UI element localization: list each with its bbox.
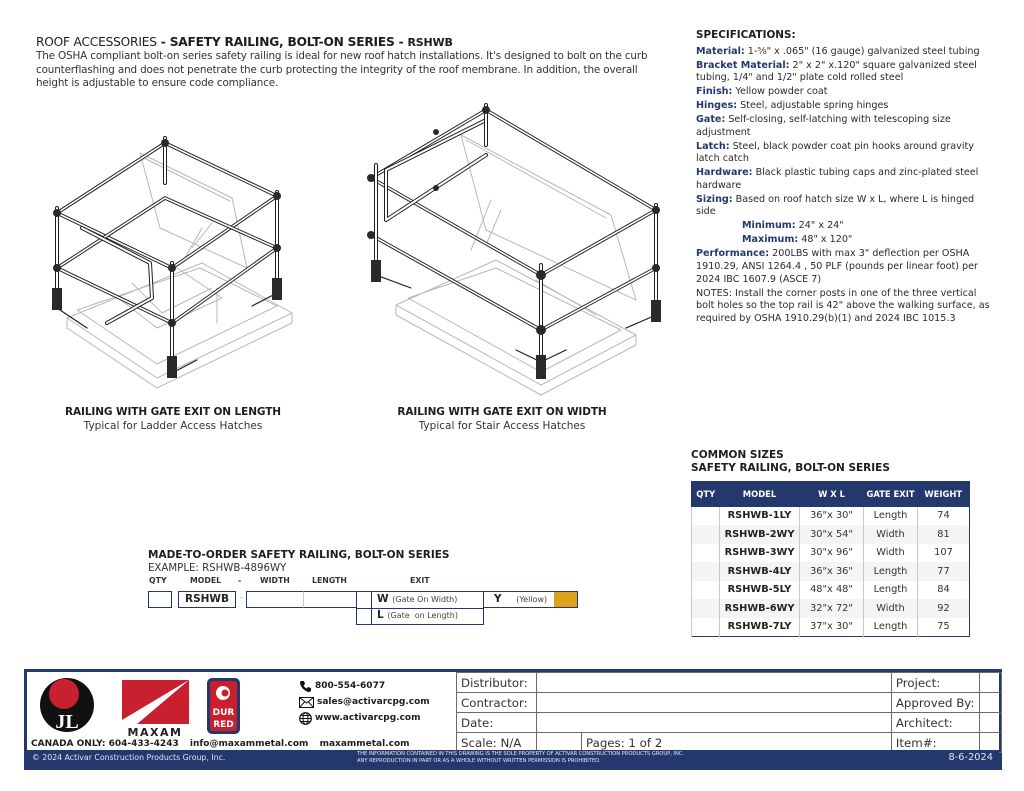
canada-contact: [31, 739, 418, 749]
mto-label-width: WIDTH: [260, 576, 290, 585]
size-cell: 37"x 30": [800, 618, 864, 637]
spec-value: Yellow powder coat: [732, 86, 828, 98]
spec-hardware: [696, 167, 996, 192]
qty-cell[interactable]: [692, 544, 720, 563]
footer-bar: [27, 750, 999, 767]
spec-key: Hinges:: [696, 100, 738, 112]
legal-line: THE INFORMATION CONTAINED IN THIS DRAWING IS THE SOLE PROPERTY OF ACTIVAR CONSTRUCTION PRODUCTS GROUP, INC.: [357, 751, 684, 757]
canada-email[interactable]: info@maxammetal.com: [189, 739, 309, 749]
model-cell: RSHWB-7LY: [720, 618, 800, 637]
mto-exit-w-option[interactable]: [377, 593, 457, 605]
distributor-field[interactable]: [537, 673, 892, 693]
size-cell: 48"x 48": [800, 581, 864, 600]
table-row: [692, 562, 970, 581]
table-row: [692, 525, 970, 544]
title-sep: -: [394, 35, 408, 49]
durred-logo: [207, 678, 240, 734]
mto-exit-l-code: L: [377, 609, 384, 621]
durred-logo-text: RED: [213, 720, 234, 730]
model-cell: RSHWB-3WY: [720, 544, 800, 563]
model-cell: RSHWB-2WY: [720, 525, 800, 544]
drawing-caption-length: [33, 405, 313, 433]
common-sizes-title-line: COMMON SIZES: [691, 449, 784, 461]
gate-exit-cell: Width: [864, 525, 918, 544]
spec-key: Hardware:: [696, 167, 753, 179]
gate-exit-cell: Width: [864, 544, 918, 563]
mto-label-length: LENGTH: [312, 576, 347, 585]
maxam-logo-text: MAXAM: [127, 726, 183, 738]
spec-sizing: [696, 194, 996, 219]
qty-cell[interactable]: [692, 525, 720, 544]
spec-key: Maximum:: [742, 234, 799, 246]
table-row: [692, 544, 970, 563]
gate-exit-cell: Width: [864, 599, 918, 618]
table-row: [692, 581, 970, 600]
model-cell: RSHWB-6WY: [720, 599, 800, 618]
table-row: [692, 618, 970, 637]
railing-gate-length-drawing: [52, 128, 312, 390]
spec-value: Self-closing, self-latching with telescoping size adjustment: [696, 114, 951, 138]
title-product: SAFETY RAILING, BOLT-ON SERIES: [169, 35, 395, 49]
qty-cell[interactable]: [692, 581, 720, 600]
size-cell: 30"x 96": [800, 544, 864, 563]
mto-model-field: [178, 591, 236, 608]
model-cell: RSHWB-1LY: [720, 507, 800, 526]
mto-label-exit: EXIT: [410, 576, 430, 585]
spec-latch: [696, 141, 996, 166]
size-cell: 30"x 54": [800, 525, 864, 544]
email-link[interactable]: sales@activarcpg.com: [317, 697, 430, 707]
architect-field[interactable]: [979, 713, 1001, 733]
spec-performance: [696, 248, 996, 286]
date-label: Date:: [457, 713, 537, 733]
contractor-field[interactable]: [537, 693, 892, 713]
spec-hinges: [696, 100, 996, 113]
project-field[interactable]: [979, 673, 1001, 693]
caption-title: RAILING WITH GATE EXIT ON LENGTH: [65, 406, 281, 418]
mto-model-value: RSHWB: [184, 593, 230, 605]
model-cell: RSHWB-5LY: [720, 581, 800, 600]
spec-key: Sizing:: [696, 193, 733, 205]
column-header-weight: WEIGHT: [918, 482, 970, 507]
title-block-form: [456, 672, 1002, 753]
caption-title: RAILING WITH GATE EXIT ON WIDTH: [397, 406, 607, 418]
title-sep: -: [156, 35, 170, 49]
maxam-logo: [122, 680, 189, 738]
spec-key: Performance:: [696, 248, 770, 260]
mto-exit-w-desc: (Gate On Width): [392, 595, 458, 604]
size-cell: 36"x 30": [800, 507, 864, 526]
mto-width-input[interactable]: [246, 591, 304, 608]
mto-label-qty: QTY: [149, 576, 167, 585]
mto-example: EXAMPLE: RSHWB-4896WY: [148, 563, 287, 574]
distributor-label: Distributor:: [457, 673, 537, 693]
canada-phone: CANADA ONLY: 604-433-4243: [31, 739, 179, 749]
spec-value: 48" x 120": [798, 234, 853, 246]
model-cell: RSHWB-4LY: [720, 562, 800, 581]
title-code: RSHWB: [407, 36, 453, 49]
mto-exit-l-option[interactable]: [377, 609, 458, 621]
table-header-row: [692, 482, 970, 507]
caption-subtitle: Typical for Stair Access Hatches: [418, 420, 586, 432]
jl-logo-text: JL: [55, 711, 79, 733]
qty-cell[interactable]: [692, 507, 720, 526]
contractor-label: Contractor:: [457, 693, 537, 713]
weight-cell: 84: [918, 581, 970, 600]
spec-material: [696, 46, 996, 59]
gate-exit-cell: Length: [864, 581, 918, 600]
mto-exit-w-code: W: [377, 593, 389, 605]
spec-key: Gate:: [696, 114, 726, 126]
document-date: 8-6-2024: [948, 752, 993, 763]
envelope-icon: [299, 697, 314, 708]
website-link[interactable]: www.activarcpg.com: [315, 713, 421, 723]
globe-icon: [299, 712, 312, 725]
mto-length-input[interactable]: [303, 591, 361, 608]
phone-icon: [299, 680, 312, 693]
spec-notes: NOTES: Install the corner posts in one of the three vertical bolt holes so the top rail is 42" above the walking surface, as required by OSHA 1910.29(b)(1) and 2024 IBC 1015.3: [696, 287, 990, 324]
canada-site[interactable]: maxammetal.com: [319, 739, 410, 749]
gate-exit-cell: Length: [864, 562, 918, 581]
weight-cell: 81: [918, 525, 970, 544]
phone-number[interactable]: 800-554-6077: [315, 681, 386, 691]
item-label: Item#:: [891, 733, 979, 753]
mto-label-model: MODEL: [190, 576, 222, 585]
qty-cell[interactable]: [692, 562, 720, 581]
weight-cell: 92: [918, 599, 970, 618]
spec-value: Black plastic tubing caps and zinc-plated steel hardware: [696, 167, 979, 191]
common-sizes-title: [691, 449, 890, 475]
weight-cell: 75: [918, 618, 970, 637]
legal-notice: [357, 751, 684, 764]
spec-finish: [696, 86, 996, 99]
spec-maximum: [696, 234, 996, 247]
spec-minimum: [696, 220, 996, 233]
table-row: [692, 599, 970, 618]
spec-value: 2" x 2" x.120" square galvanized steel tubing, 1/4" and 1/2" plate cold rolled steel: [696, 59, 977, 84]
approved-by-label: Approved By:: [891, 693, 979, 713]
mto-column-labels: [148, 575, 588, 588]
mto-qty-input[interactable]: [148, 591, 172, 608]
mto-color-code: Y: [494, 593, 502, 605]
mto-color-swatch: [554, 592, 577, 607]
column-header-model: MODEL: [720, 482, 800, 507]
common-sizes-title-line: SAFETY RAILING, BOLT-ON SERIES: [691, 462, 890, 474]
weight-cell: 107: [918, 544, 970, 563]
spec-key: Material:: [696, 45, 745, 57]
architect-label: Architect:: [891, 713, 979, 733]
spec-bracket-material: [696, 60, 996, 85]
spec-key: Minimum:: [742, 220, 796, 232]
spec-value: Steel, black powder coat pin hooks around gravity latch catch: [696, 140, 974, 165]
intro-section: [36, 35, 666, 91]
caption-subtitle: Typical for Ladder Access Hatches: [83, 420, 263, 432]
table-row: [692, 507, 970, 526]
jl-logo: [40, 678, 94, 733]
intro-description: The OSHA compliant bolt-on series safety railing is ideal for new roof hatch installations. It's designed to bolt on the curb counterflashing and does not penetrate the curb protecting the integrity of the roof membrane. In addition, the overall height is adjustable to ensure code compliance.: [36, 50, 648, 89]
spec-value: 1-⅝" x .065" (16 gauge) galvanized steel tubing: [744, 45, 980, 57]
mto-dash: -: [240, 593, 243, 602]
contact-email: [299, 694, 430, 710]
weight-cell: 74: [918, 507, 970, 526]
qty-cell[interactable]: [692, 618, 720, 637]
spec-value: 24" x 24": [795, 220, 844, 232]
spec-key: Bracket Material:: [696, 59, 790, 71]
specifications-section: [696, 29, 996, 327]
scale-label: Scale: N/A: [457, 733, 537, 753]
mto-form: [148, 588, 588, 628]
weight-cell: 77: [918, 562, 970, 581]
size-cell: 36"x 36": [800, 562, 864, 581]
copyright-text: © 2024 Activar Construction Products Group, Inc.: [32, 753, 226, 762]
spec-key: Latch:: [696, 140, 730, 152]
mto-label-dash: -: [238, 576, 242, 585]
spec-value: Based on roof hatch size W x L, where L is hinged side: [696, 193, 975, 218]
project-label: Project:: [891, 673, 979, 693]
spec-gate: [696, 114, 996, 139]
title-block-footer: [24, 669, 1002, 770]
spec-value: Steel, adjustable spring hinges: [737, 100, 889, 112]
contact-phone: [299, 678, 430, 694]
mto-title: MADE-TO-ORDER SAFETY RAILING, BOLT-ON SERIES: [148, 549, 450, 561]
page-title: [36, 35, 666, 50]
durred-logo-text: DUR: [212, 708, 235, 718]
made-to-order-section: [148, 549, 588, 628]
spec-value: 200LBS with max 3" deflection per OSHA 1910.29, ANSI 1264.4 , 50 PLF (pounds per linear foot) per 2024 IBC 1607.9 (ASCE 7): [696, 248, 978, 285]
gate-exit-cell: Length: [864, 507, 918, 526]
mto-color-desc: (Yellow): [516, 595, 548, 604]
legal-line: ANY REPRODUCTION IN PART OR AS A WHOLE WITHOUT WRITTEN PERMISSION IS PROHIBITED.: [357, 757, 601, 764]
mto-color-option[interactable]: [494, 593, 547, 605]
approved-by-field[interactable]: [979, 693, 1001, 713]
pages-label: Pages: 1 of 2: [582, 733, 892, 753]
common-sizes-table: [691, 481, 970, 637]
railing-gate-width-drawing: [356, 100, 676, 400]
specifications-heading: SPECIFICATIONS:: [696, 29, 796, 41]
date-field[interactable]: [537, 713, 892, 733]
mto-exit-l-desc: (Gate on Length): [387, 611, 458, 620]
title-category: ROOF ACCESSORIES: [36, 35, 157, 49]
contact-info: [299, 678, 430, 726]
column-header-size: W X L: [800, 482, 864, 507]
contact-website: [299, 710, 430, 726]
column-header-gate-exit: GATE EXIT: [864, 482, 918, 507]
qty-cell[interactable]: [692, 599, 720, 618]
column-header-qty: QTY: [692, 482, 720, 507]
gate-exit-cell: Length: [864, 618, 918, 637]
drawing-caption-width: [362, 405, 642, 433]
size-cell: 32"x 72": [800, 599, 864, 618]
spec-key: Finish:: [696, 86, 733, 98]
